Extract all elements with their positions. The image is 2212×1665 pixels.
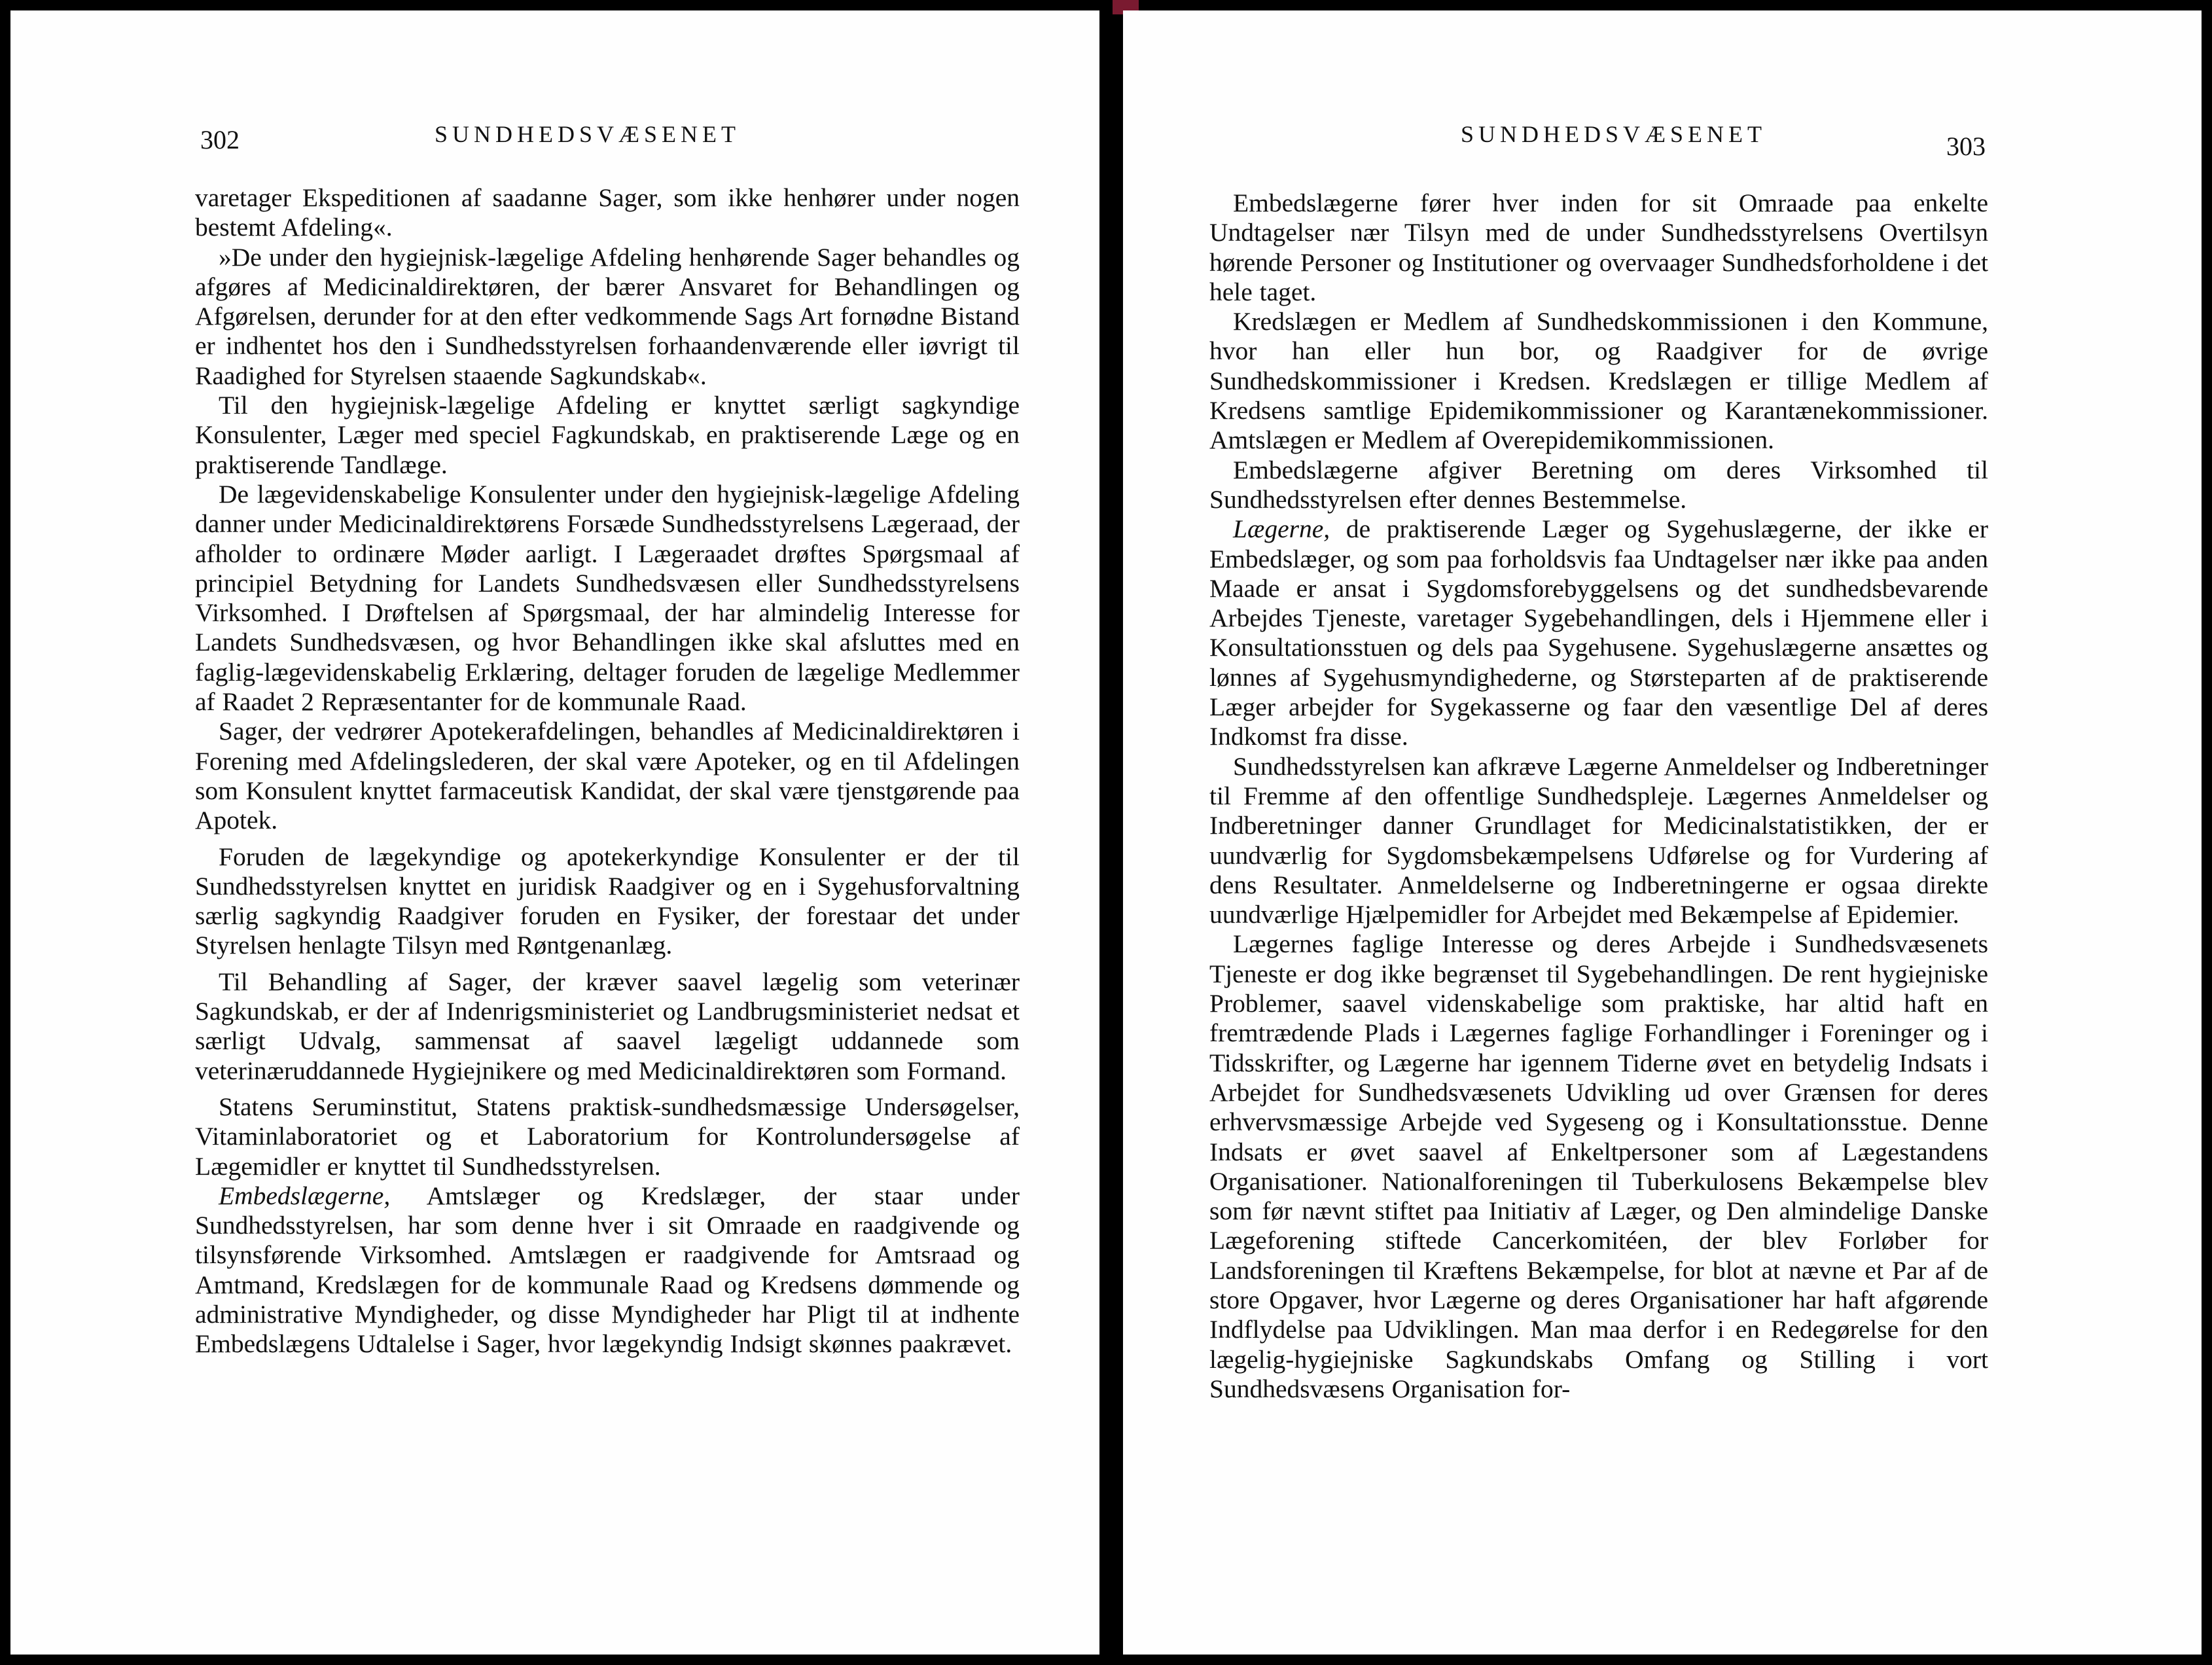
right-page (1123, 10, 2202, 1655)
paragraph: varetager Ekspeditionen af saadanne Sager, som ikke henhører under nogen bestemt Afdeling«. (195, 183, 1020, 242)
paragraph: De lægevidenskabelige Konsulenter under den hygiejnisk-lægelige Afdeling danner under Medicinaldirektørens Forsæde Sundhedsstyrelsens Lægeraad, der afholder to ordinære Møder aarligt. I Lægeraadet drøftes Spørgsmaal af principiel Betydning for Landets Sundhedsvæsen eller Sundhedsstyrelsens Virksomhed. I Drøftelsen af Spørgsmaal, der har almindelig Interesse for Landets Sundhedsvæsen, og hvor Behandlingen ikke skal afsluttes med en faglig-lægevidenskabelig Erklæring, deltager foruden de lægelige Medlemmer af Raadet 2 Repræsentanter for de kommunale Raad. (195, 479, 1020, 717)
paragraph: Embedslægerne fører hver inden for sit Omraade paa enkelte Undtagelser nær Tilsyn med de under Sundhedsstyrelsens Overtilsyn hørende Personer og Institutioner og overvaager Sundhedsforholdene i det hele taget. (1209, 188, 1988, 306)
paragraph: Kredslægen er Medlem af Sundhedskommissionen i den Kommune, hvor han eller hun bor, og Raadgiver for de øvrige Sundhedskommissioner i Kredsen. Kredslægen er tillige Medlem af Kredsens samtlige Epidemikommissioner og Karantænekommissioner. Amtslægen er Medlem af Overepidemikommissionen. (1209, 307, 1988, 455)
page-number: 302 (200, 125, 240, 154)
paragraph: Lægernes faglige Interesse og deres Arbejde i Sundhedsvæsenets Tjeneste er dog ikke begrænset til Sygebehandlingen. De rent hygiejniske Problemer, saavel videnskabelige som praktiske, har altid haft en fremtrædende Plads i Lægernes faglige Forhandlinger i Foreninger og i Tidsskrifter, og Lægerne har igennem Tiderne øvet en betydelig Indsats i Arbejdet for Sundhedsvæsenets Udvikling ud over Grænsen for deres erhvervsmæssige Arbejde ved Sygeseng og i Konsultationsstue. Denne Indsats er øvet saavel af Enkeltpersoner som af Lægestandens Organisationer. Nationalforeningen til Tuberkulosens Bekæmpelse blev som før nævnt stiftet paa Initiativ af Læger, og Den almindelige Danske Lægeforening stiftede Cancerkomitéen, der blev Forløber for Landsforeningen til Kræftens Bekæmpelse, for blot at nævne et Par af de store Opgaver, hvor Lægerne og deres Organisationer har haft afgørende Indflydelse paa Udviklingen. Man maa derfor i en Redegørelse for den lægelig-hygiejniske Sagkundskabs Omfang og Stilling i vort Sundhedsvæsens Organisation for- (1209, 929, 1988, 1403)
paragraph-laegerne (1209, 514, 1988, 751)
paragraph: Til den hygiejnisk-lægelige Afdeling er knyttet særligt sagkyndige Konsulenter, Læger med speciel Fagkundskab, en praktiserende Læge og en praktiserende Tandlæge. (195, 391, 1020, 479)
body-text (195, 183, 1020, 1359)
paragraph: Embedslægerne afgiver Beretning om deres Virksomhed til Sundhedsstyrelsen efter dennes Bestemmelse. (1209, 455, 1988, 514)
running-head (1123, 120, 2202, 160)
body-text (1209, 188, 1988, 1404)
running-head (10, 120, 1099, 160)
paragraph: »De under den hygiejnisk-lægelige Afdeling henhørende Sager behandles og afgøres af Medicinaldirektøren, der bærer Ansvaret for Behandlingen og Afgørelsen, derunder for at den efter vedkommende Sags Art fornødne Bistand er indhentet hos den i Sundhedsstyrelsen forhaandenværende eller iøvrigt til Raadighed for Styrelsen staaende Sagkundskab«. (195, 242, 1020, 390)
book-gutter (1099, 0, 1123, 1665)
emphasis-term: Lægerne, (1233, 514, 1330, 544)
paragraph-text: Amtslæger og Kredslæger, der staar under Sundhedsstyrelsen, har som denne hver i sit Omraade en raadgivende og tilsynsførende Virksomhed. Amtslægen er raadgivende for Amtsraad og Amtmand, Kredslægen for de kommunale Raad og Kredsens dømmende og administrative Myndigheder, og disse Myndigheder har Pligt til at indhente Embedslægens Udtalelse i Sager, hvor lægekyndig Indsigt skønnes paakrævet. (195, 1181, 1020, 1359)
paragraph: Statens Seruminstitut, Statens praktisk-sundhedsmæssige Undersøgelser, Vitaminlaboratoriet og et Laboratorium for Kontrolundersøgelse af Lægemidler er knyttet til Sundhedsstyrelsen. (195, 1092, 1020, 1181)
paragraph: Til Behandling af Sager, der kræver saavel lægelig som veterinær Sagkundskab, er der af Indenrigsministeriet og Landbrugsministeriet nedsat et særligt Udvalg, sammensat af saavel lægeligt uddannede som veterinæruddannede Hygiejnikere og med Medicinaldirektøren som Formand. (195, 967, 1020, 1085)
paragraph-text: de praktiserende Læger og Sygehuslægerne, der ikke er Embedslæger, og som paa forholdsvis faa Undtagelser nær ikke paa anden Maade er ansat i Sygdomsforebyggelsens og det sundhedsbevarende Arbejdes Tjeneste, varetager Sygebehandlingen, dels i Hjemmene eller i Konsultationsstuen og dels paa Sygehusene. Sygehuslægerne ansættes og lønnes af Sygehusmyndighederne, og Størsteparten af de praktiserende Læger arbejder for Sygekasserne og faar den væsentlige Del af deres Indkomst fra disse. (1209, 514, 1988, 751)
paragraph: Foruden de lægekyndige og apotekerkyndige Konsulenter er der til Sundhedsstyrelsen knyttet en juridisk Raadgiver og en i Sygehusforvaltning særlig sagkyndig Raadgiver foruden en Fysiker, der forestaar det under Styrelsen henlagte Tilsyn med Røntgenanlæg. (195, 842, 1020, 960)
paragraph: Sager, der vedrører Apotekerafdelingen, behandles af Medicinaldirektøren i Forening med Afdelingslederen, der skal være Apoteker, og en til Afdelingen som Konsulent knyttet farmaceutisk Kandidat, der skal være tjenstgørende paa Apotek. (195, 717, 1020, 835)
left-page (10, 10, 1099, 1655)
paragraph: Sundhedsstyrelsen kan afkræve Lægerne Anmeldelser og Indberetninger til Fremme af den offentlige Sundhedspleje. Lægernes Anmeldelser og Indberetninger danner Grundlaget for Medicinalstatistikken, der er uundværlig for Sygdomsbekæmpelsens Udførelse og for Vurdering af dens Resultater. Anmeldelserne og Indberetningerne er ogsaa direkte uundværlige Hjælpemidler for Arbejdet med Bekæmpelse af Epidemier. (1209, 751, 1988, 929)
paragraph-embedslaegerne (195, 1181, 1020, 1359)
running-head-title: SUNDHEDSVÆSENET (435, 121, 741, 147)
emphasis-term: Embedslægerne, (219, 1181, 391, 1210)
page-number: 303 (1946, 132, 1986, 161)
running-head-title: SUNDHEDSVÆSENET (1461, 121, 1767, 147)
